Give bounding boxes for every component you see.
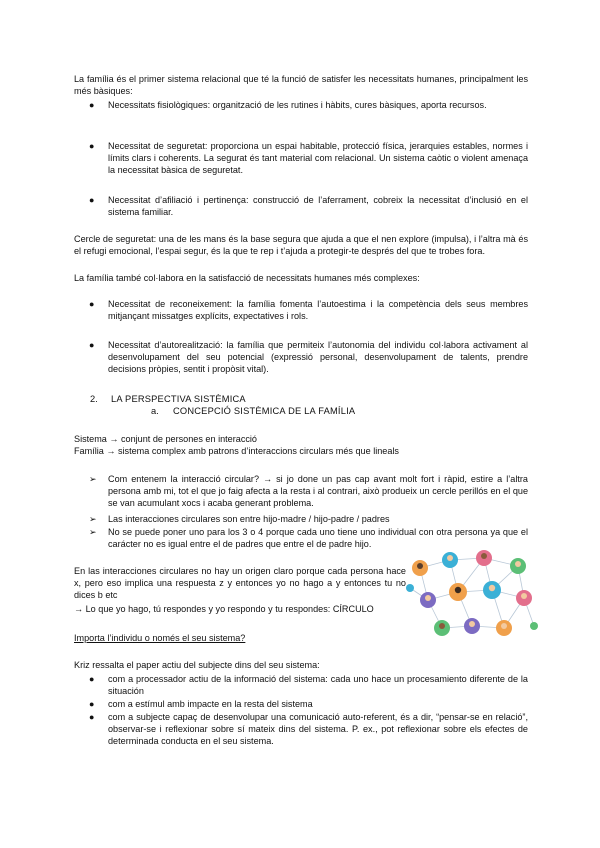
- person-node-head: [515, 561, 521, 567]
- arrow-bullet: ➢: [89, 474, 97, 484]
- person-node-head: [469, 621, 475, 627]
- person-node: [530, 622, 538, 630]
- need-affiliation: Necessitat d’afiliació i pertinença: construcció de l’aferrament, cobreix la necessitat d’inclusió en el sistema familiar.: [108, 195, 528, 218]
- circle-conclusion: → Lo que yo hago, tú respondes y yo respondo y tu respondes: CÍRCULO: [74, 604, 374, 614]
- complex-needs-intro: La família també col·labora en la satisfacció de necessitats humanes més complexes:: [74, 273, 420, 283]
- need-security: Necessitat de seguretat: proporciona un espai habitable, protecció física, jerarquies estables, normes i límits clars i coherents. La segurat és tant material com relacional. Un sistema caòtic o violent amenaça la necessitat bàsica de seguretat.: [108, 141, 528, 176]
- person-node-head: [455, 587, 461, 593]
- person-node-head: [521, 593, 527, 599]
- people-network-illustration: [406, 548, 538, 640]
- subsection-letter: a.: [151, 406, 159, 416]
- individual-relations-note: No se puede poner uno para los 3 o 4 porque cada uno tiene uno individual con otra persona ya que el carácter no es igual entre el de padres que entre el de padre hijo.: [108, 527, 528, 550]
- kriz-point-processor: com a processador actiu de la informació del sistema: cada uno hace un procesamiento diferente de la situación: [108, 674, 528, 697]
- bullet-marker: ●: [89, 100, 95, 110]
- network-people: [406, 550, 538, 636]
- kriz-point-self-referent: com a subjecte capaç de desenvolupar una comunicació auto-referent, és a dir, “pensar-se en relació”, observar-se i reflexionar sobre sí mateix dins del sistema. P. ex., pot reflexionar sobre els efectes de determinada conducta en el seu sistema.: [108, 712, 528, 747]
- security-circle-paragraph: Cercle de seguretat: una de les mans és la base segura que ajuda a que el nen explore (impulsa), i l’altra mà és el refugi emocional, l’espai segur, és la que te rep i t’ajuda a protegir-te després del que te trobes fora.: [74, 234, 528, 257]
- need-physiological: Necessitats fisiològiques: organització de les rutines i hàbits, cures bàsiques, aporta recursos.: [108, 100, 487, 110]
- kriz-point-stimulus: com a estímul amb impacte en la resta del sistema: [108, 699, 313, 709]
- person-node-head: [501, 623, 507, 629]
- definition-family: Família → sistema complex amb patrons d’interaccions circulars més que lineals: [74, 446, 399, 456]
- circular-interactions-pairs: Las interacciones circulares son entre hijo-madre / hijo-padre / padres: [108, 514, 390, 524]
- kriz-intro: Kriz ressalta el paper actiu del subjecte dins del seu sistema:: [74, 660, 320, 670]
- circular-origin-paragraph: En las interacciones circulares no hay un origen claro porque cada persona hace x, pero eso implica una respuesta z y entonces yo no hago a y entonces tu no dices b etc: [74, 566, 406, 601]
- section-number: 2.: [90, 394, 98, 404]
- need-self-realization: Necessitat d’autorealització: la família que permiteix l’autonomia del individu col·labora activament al desenvolupament del seu potencial (expressió personal, desenvolupament de talents, prendre decisions pròpies, sentit i propòsit vital).: [108, 340, 528, 375]
- intro-paragraph: La família és el primer sistema relacional que té la funció de satisfer les necessitats humanes, principalment les més bàsiques:: [74, 74, 528, 97]
- bullet-marker: ●: [89, 712, 95, 722]
- subsection-title: CONCEPCIÓ SISTÈMICA DE LA FAMÍLIA: [173, 406, 356, 416]
- person-node-head: [481, 553, 487, 559]
- person-node-head: [439, 623, 445, 629]
- need-recognition: Necessitat de reconeixement: la família fomenta l’autoestima i la competència dels seus membres mitjançant missatges explícits, expectatives i rols.: [108, 299, 528, 322]
- person-node-head: [447, 555, 453, 561]
- section-title: LA PERSPECTIVA SISTÈMICA: [111, 394, 246, 404]
- bullet-marker: ●: [89, 299, 95, 309]
- bullet-marker: ●: [89, 674, 95, 684]
- bullet-marker: ●: [89, 699, 95, 709]
- person-node-head: [417, 563, 423, 569]
- circular-interaction-question: Com entenem la interacció circular? → si jo done un pas cap avant molt fort i ràpid, estire a l’altra persona amb mi, tot el que jo faig afecta a la resta i al contrari, això produeix un cercle perillós en el que se van acumulant xocs i acaba generant problema.: [108, 474, 528, 509]
- bullet-marker: ●: [89, 195, 95, 205]
- person-node-head: [425, 595, 431, 601]
- person-node: [406, 584, 414, 592]
- person-node-head: [489, 585, 495, 591]
- arrow-bullet: ➢: [89, 514, 97, 524]
- bullet-marker: ●: [89, 141, 95, 151]
- bullet-marker: ●: [89, 340, 95, 350]
- individual-question-heading: Importa l’individu o només el seu sistema?: [74, 633, 246, 643]
- definition-system: Sistema → conjunt de persones en interacció: [74, 434, 257, 444]
- arrow-bullet: ➢: [89, 527, 97, 537]
